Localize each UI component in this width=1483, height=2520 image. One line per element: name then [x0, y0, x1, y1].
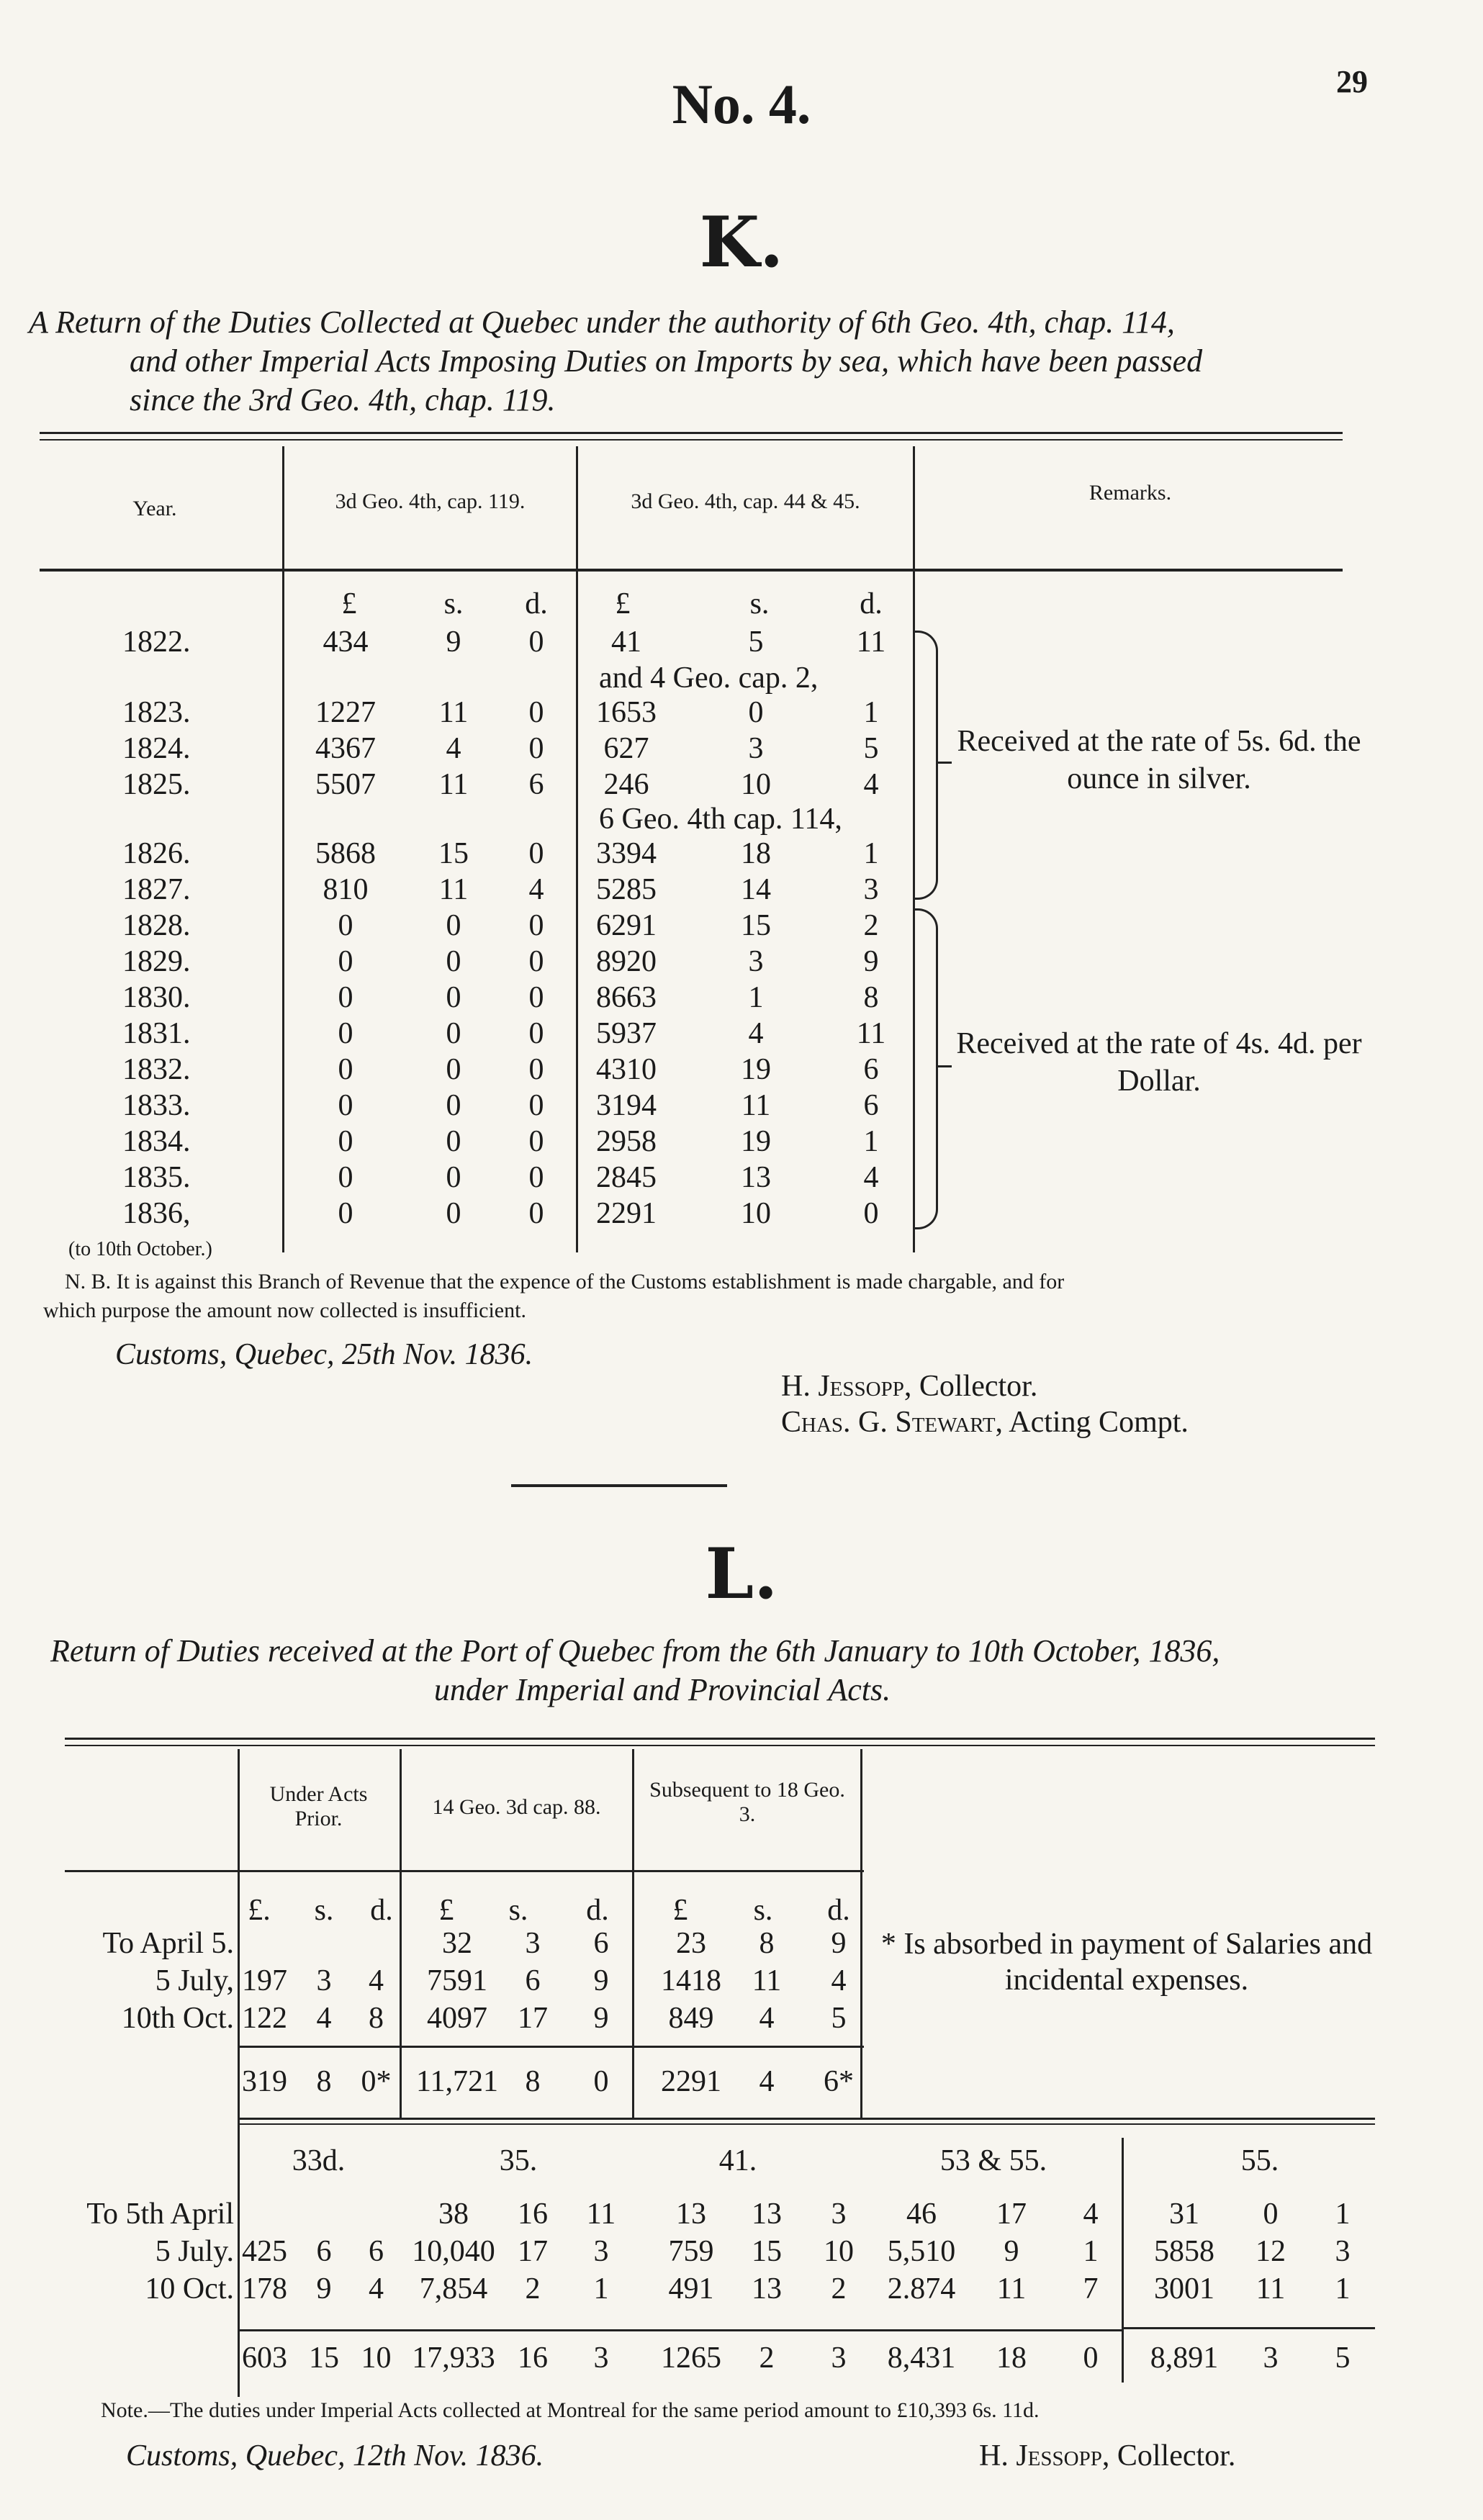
- table-l-divider-5: [1122, 2138, 1124, 2383]
- table-l-total-cell: 0: [593, 2065, 609, 2098]
- table-k-year-cell: 1826.: [122, 837, 191, 870]
- table-l-cell: 9: [316, 2272, 332, 2306]
- table-k-col2-cell: 3394: [596, 837, 657, 870]
- section-k-signature-1: [781, 1369, 1357, 1404]
- table-l-cell: 13: [676, 2198, 706, 2231]
- table-k-col1-cell: 0: [446, 909, 461, 942]
- table-l-cell: 6: [369, 2235, 384, 2268]
- section-l-sig-title: Collector.: [1117, 2439, 1236, 2472]
- table-l-col1-cell: 3: [316, 1964, 332, 1997]
- section-k-title-line2: and other Imperial Acts Imposing Duties on Imports by sea, which have been passed: [130, 343, 1203, 379]
- table-k-col1-cell: 0: [446, 1197, 461, 1230]
- table-l-col2-cell: 32: [442, 1927, 472, 1960]
- table-l-cell: 11: [996, 2272, 1027, 2306]
- table-k-year-cell: 1824.: [122, 732, 191, 765]
- table-k-year-cell: 1835.: [122, 1161, 191, 1194]
- table-k-col1-cell: 0: [338, 1161, 353, 1194]
- table-l-total-cell: 16: [518, 2341, 548, 2375]
- table-l-total-cell: 3: [831, 2341, 847, 2375]
- table-k-col1-cell: 0: [446, 1125, 461, 1158]
- table-k-unit-pence-1: d.: [525, 587, 548, 620]
- table-k-col2-cell: 3194: [596, 1089, 657, 1122]
- table-l-bottom-header: 55.: [1240, 2144, 1279, 2177]
- table-k-col2-cell: 3: [748, 945, 764, 978]
- table-k-col1-cell: 0: [446, 1053, 461, 1086]
- section-l-title-line2: under Imperial and Provincial Acts.: [433, 1672, 891, 1707]
- section-k-letter: K.: [699, 202, 784, 283]
- table-l-subtotal-rule-1: [238, 2118, 1375, 2120]
- table-l-total-cell: 603: [242, 2341, 287, 2375]
- table-k-year-note: (to 10th October.): [68, 1238, 212, 1260]
- table-k-brace-2: [914, 908, 938, 1229]
- table-l-top-rule-2: [65, 1745, 1375, 1746]
- table-k-col2-cell: 8: [863, 981, 879, 1014]
- table-k-header-year: Year.: [132, 497, 177, 520]
- table-l-col3-cell: 8: [759, 1927, 775, 1960]
- table-k-col1-cell: 5868: [315, 837, 376, 870]
- section-l-signature: [979, 2439, 1382, 2473]
- table-k-remark-1: Received at the rate of 5s. 6d. the ounce in silver.: [957, 725, 1361, 795]
- table-l-top-rule: [65, 1738, 1375, 1740]
- table-l-cell: 3001: [1154, 2272, 1214, 2306]
- section-k-sig2-name: Chas. G. Stewart,: [781, 1406, 1004, 1439]
- table-k-col1-cell: 0: [528, 1197, 544, 1230]
- table-l-cell: 178: [242, 2272, 287, 2306]
- table-l-cell: 10,040: [412, 2235, 495, 2268]
- table-l-total-cell: 3: [593, 2341, 609, 2375]
- table-k-col2-cell: 18: [741, 837, 771, 870]
- table-l-cell: 0: [1263, 2198, 1279, 2231]
- table-k-col1-cell: 6: [528, 768, 544, 801]
- table-l-unit-shilling-1: s.: [314, 1894, 334, 1927]
- table-k-col1-cell: 0: [528, 1161, 544, 1194]
- table-k-col1-cell: 0: [338, 945, 353, 978]
- table-k-col1-cell: 0: [528, 696, 544, 729]
- table-k-col2-cell: 0: [863, 1197, 879, 1230]
- table-l-cell: 9: [1004, 2235, 1019, 2268]
- table-l-cell: 5858: [1154, 2235, 1214, 2268]
- table-l-cell: 7: [1083, 2272, 1099, 2306]
- table-l-cell: 15: [752, 2235, 782, 2268]
- table-k-col2-cell: 246: [603, 768, 649, 801]
- section-k-title-line1: A Return of the Duties Collected at Quebec under the authority of 6th Geo. 4th, chap. 114,: [29, 304, 1175, 340]
- table-l-cell: 2: [831, 2272, 847, 2306]
- table-l-row-label: 10 Oct.: [145, 2272, 234, 2306]
- table-l-cell: 3: [593, 2235, 609, 2268]
- table-k-col1-cell: 0: [446, 1017, 461, 1050]
- table-l-col3-cell: 23: [676, 1927, 706, 1960]
- table-k-divider-2: [576, 446, 578, 1252]
- table-l-col3-cell: 9: [831, 1927, 847, 1960]
- table-l-unit-pence-3: d.: [827, 1894, 850, 1927]
- table-l-cell: 3: [1335, 2235, 1351, 2268]
- table-l-cell: 6: [316, 2235, 332, 2268]
- table-l-total-cell: 11,721: [416, 2065, 498, 2098]
- table-k-col2-cell: 11: [856, 626, 886, 659]
- section-separator: [511, 1484, 727, 1487]
- table-l-unit-pound-3: £: [672, 1894, 688, 1927]
- table-l-col3-cell: 4: [831, 1964, 847, 1997]
- table-k-col1-cell: 15: [438, 837, 469, 870]
- table-k-col2-cell: 4310: [596, 1053, 657, 1086]
- table-k-col1-cell: 0: [446, 1089, 461, 1122]
- table-k-col1-cell: 0: [446, 945, 461, 978]
- table-l-divider-2: [400, 1749, 402, 2119]
- table-k-col2-cell: 1: [863, 837, 879, 870]
- table-l-total-cell: 1265: [661, 2341, 721, 2375]
- table-k-brace-1-tip: [937, 762, 952, 764]
- table-k-nb-line1: N. B. It is against this Branch of Revenue that the expence of the Customs establishment is made chargable, and for: [65, 1270, 1065, 1293]
- table-k-col1-cell: 0: [338, 981, 353, 1014]
- section-k-sig1-title: Collector.: [919, 1370, 1038, 1403]
- table-l-row-label: 5 July.: [155, 2235, 234, 2268]
- table-k-brace-1: [914, 631, 938, 900]
- table-l-col2-cell: 7591: [427, 1964, 487, 1997]
- table-k-subhead-2: 6 Geo. 4th cap. 114,: [599, 803, 842, 836]
- table-k-col1-cell: 810: [323, 873, 369, 906]
- table-k-col1-cell: 434: [323, 626, 369, 659]
- table-l-total-cell: 5: [1335, 2341, 1351, 2375]
- table-k-nb-line2: which purpose the amount now collected is insufficient.: [43, 1299, 526, 1322]
- table-l-cell: 1: [1335, 2272, 1351, 2306]
- table-k-col1-cell: 0: [528, 1125, 544, 1158]
- table-k-col1-cell: 0: [338, 1017, 353, 1050]
- table-l-cell: 2: [525, 2272, 541, 2306]
- table-k-col2-cell: 1: [863, 696, 879, 729]
- table-k-year-cell: 1833.: [122, 1089, 191, 1122]
- table-k-col1-cell: 11: [438, 768, 469, 801]
- table-k-divider-1: [282, 446, 284, 1252]
- table-k-col2-cell: 13: [741, 1161, 771, 1194]
- table-k-col2-cell: 2: [863, 909, 879, 942]
- table-k-year-cell: 1828.: [122, 909, 191, 942]
- table-l-cell: 3: [831, 2198, 847, 2231]
- table-k-col2-cell: 6: [863, 1053, 879, 1086]
- table-l-col3-cell: 5: [831, 2002, 847, 2035]
- table-k-year-cell: 1831.: [122, 1017, 191, 1050]
- table-l-col1-cell: 122: [242, 2002, 287, 2035]
- table-k-col2-cell: 4: [748, 1017, 764, 1050]
- section-k-sig2-title: Acting Compt.: [1009, 1406, 1189, 1439]
- table-l-col2-cell: 9: [593, 2002, 609, 2035]
- table-l-bottom-header: 41.: [718, 2144, 757, 2177]
- table-l-col2-cell: 4097: [427, 2002, 487, 2035]
- table-k-col1-cell: 0: [528, 1089, 544, 1122]
- table-l-row-label: 10th Oct.: [121, 2002, 234, 2035]
- table-k-col2-cell: 10: [741, 768, 771, 801]
- table-k-col2-cell: 41: [611, 626, 641, 659]
- table-k-col1-cell: 0: [528, 945, 544, 978]
- table-l-row-label: 5 July,: [155, 1964, 234, 1997]
- table-k-col1-cell: 0: [446, 1161, 461, 1194]
- table-l-total-cell: 4: [759, 2065, 775, 2098]
- table-k-col2-cell: 19: [741, 1053, 771, 1086]
- section-k-signature-2: [781, 1405, 1429, 1440]
- table-l-cell: 1: [593, 2272, 609, 2306]
- table-l-total-cell: 8: [316, 2065, 332, 2098]
- table-l-total-cell: 0: [1083, 2341, 1099, 2375]
- table-k-col1-cell: 11: [438, 873, 469, 906]
- table-l-unit-shilling-2: s.: [508, 1894, 528, 1927]
- section-l-sig-name: H. Jessopp,: [979, 2439, 1110, 2472]
- table-k-col1-cell: 0: [446, 981, 461, 1014]
- section-l-note: Note.—The duties under Imperial Acts collected at Montreal for the same period amount to £10,393 6s. 11d.: [101, 2398, 1040, 2422]
- table-k-year-cell: 1829.: [122, 945, 191, 978]
- table-l-cell: 13: [752, 2198, 782, 2231]
- table-l-total-cell: 15: [309, 2341, 339, 2375]
- table-l-unit-pence-1: d.: [370, 1894, 393, 1927]
- table-k-col2-cell: 1: [748, 981, 764, 1014]
- section-l-title-line1: Return of Duties received at the Port of Quebec from the 6th January to 10th October, 1836,: [50, 1633, 1220, 1668]
- table-k-col1-cell: 0: [528, 981, 544, 1014]
- table-k-col2-cell: 10: [741, 1197, 771, 1230]
- table-k-col1-cell: 0: [528, 1053, 544, 1086]
- table-l-unit-pound-2: £: [438, 1894, 454, 1927]
- table-k-col2-cell: 2845: [596, 1161, 657, 1194]
- table-k-header-rule: [40, 569, 1343, 572]
- table-k-brace-2-tip: [937, 1065, 952, 1067]
- table-l-bottom-header: 33d.: [292, 2144, 346, 2177]
- table-k-header-col1: 3d Geo. 4th, cap. 119.: [335, 489, 526, 513]
- table-l-total-cell: 6*: [824, 2065, 854, 2098]
- table-l-total-cell: 17,933: [412, 2341, 495, 2375]
- table-k-col1-cell: 0: [528, 837, 544, 870]
- table-l-row-label: To April 5.: [102, 1927, 234, 1960]
- table-l-col2-cell: 9: [593, 1964, 609, 1997]
- table-k-col1-cell: 0: [338, 1125, 353, 1158]
- table-k-col2-cell: 6: [863, 1089, 879, 1122]
- table-l-total-rule: [238, 2329, 1122, 2331]
- table-l-cell: 10: [824, 2235, 854, 2268]
- table-l-col1-cell: 8: [369, 2002, 384, 2035]
- table-l-bottom-header: 35.: [499, 2144, 538, 2177]
- table-k-col2-cell: 4: [863, 1161, 879, 1194]
- table-l-cell: 5,510: [887, 2235, 956, 2268]
- table-l-subtotal-rule-top: [238, 2046, 864, 2048]
- table-k-unit-shilling-1: s.: [443, 587, 464, 620]
- table-l-total-cell: 8: [525, 2065, 541, 2098]
- table-k-col2-cell: 1: [863, 1125, 879, 1158]
- section-l-place-date: Customs, Quebec, 12th Nov. 1836.: [126, 2439, 544, 2472]
- table-l-cell: 12: [1256, 2235, 1286, 2268]
- table-l-col1-cell: 197: [242, 1964, 287, 1997]
- table-k-year-cell: 1825.: [122, 768, 191, 801]
- table-k-year-cell: 1822.: [122, 626, 191, 659]
- table-l-col2-cell: 6: [593, 1927, 609, 1960]
- table-k-col1-cell: 4367: [315, 732, 376, 765]
- table-l-col2-cell: 3: [525, 1927, 541, 1960]
- table-l-total-cell: 18: [996, 2341, 1027, 2375]
- table-l-col3-cell: 1418: [661, 1964, 721, 1997]
- table-l-cell: 16: [518, 2198, 548, 2231]
- table-l-col3-cell: 11: [752, 1964, 782, 1997]
- table-k-col2-cell: 5937: [596, 1017, 657, 1050]
- table-k-col2-cell: 1653: [596, 696, 657, 729]
- table-k-col1-cell: 9: [446, 626, 461, 659]
- table-l-cell: 46: [906, 2198, 937, 2231]
- table-k-col2-cell: 3: [863, 873, 879, 906]
- table-k-col2-cell: 0: [748, 696, 764, 729]
- table-l-bottom-header: 53 & 55.: [939, 2144, 1047, 2177]
- table-l-cell: 11: [586, 2198, 616, 2231]
- table-l-cell: 1: [1083, 2235, 1099, 2268]
- table-k-top-rule-2: [40, 439, 1343, 441]
- section-l-letter: L.: [705, 1533, 778, 1614]
- table-k-year-cell: 1830.: [122, 981, 191, 1014]
- table-l-cell: 7,854: [419, 2272, 488, 2306]
- table-l-cell: 31: [1169, 2198, 1199, 2231]
- table-k-col2-cell: 19: [741, 1125, 771, 1158]
- table-l-total-cell: 10: [361, 2341, 392, 2375]
- table-k-col1-cell: 0: [528, 1017, 544, 1050]
- table-k-col2-cell: 8920: [596, 945, 657, 978]
- section-k-title-line3: since the 3rd Geo. 4th, chap. 119.: [130, 382, 556, 417]
- table-l-header-col1: Under Acts Prior.: [269, 1782, 368, 1830]
- document-number: No. 4.: [672, 73, 811, 135]
- section-k-place-date: Customs, Quebec, 25th Nov. 1836.: [115, 1338, 533, 1371]
- table-k-col1-cell: 11: [438, 696, 469, 729]
- table-l-header-rule: [65, 1870, 864, 1872]
- table-k-header-remarks: Remarks.: [1088, 481, 1172, 505]
- table-l-cell: 13: [752, 2272, 782, 2306]
- table-l-remark: * Is absorbed in payment of Salaries and incidental expenses.: [880, 1928, 1373, 1997]
- table-k-col2-cell: 627: [603, 732, 649, 765]
- table-k-col1-cell: 0: [338, 1089, 353, 1122]
- table-l-row-label: To 5th April: [86, 2198, 234, 2231]
- table-k-col2-cell: 2291: [596, 1197, 657, 1230]
- table-l-total-cell: 3: [1263, 2341, 1279, 2375]
- table-l-col3-cell: 849: [668, 2002, 714, 2035]
- table-l-cell: 38: [438, 2198, 469, 2231]
- table-l-cell: 759: [668, 2235, 714, 2268]
- table-l-col1-cell: 4: [369, 1964, 384, 1997]
- table-k-col2-cell: 6291: [596, 909, 657, 942]
- table-k-col1-cell: 0: [528, 732, 544, 765]
- table-k-col2-cell: 8663: [596, 981, 657, 1014]
- table-k-col2-cell: 2958: [596, 1125, 657, 1158]
- table-l-unit-pound-1: £.: [248, 1894, 271, 1927]
- table-k-unit-shilling-2: s.: [749, 587, 770, 620]
- table-k-year-cell: 1836,: [122, 1197, 191, 1230]
- table-l-cell: 17: [996, 2198, 1027, 2231]
- table-k-col1-cell: 0: [338, 1053, 353, 1086]
- table-l-cell: 491: [668, 2272, 714, 2306]
- table-l-total-cell: 2: [759, 2341, 775, 2375]
- page-number: 29: [1336, 64, 1368, 99]
- table-k-col2-cell: 9: [863, 945, 879, 978]
- table-l-col2-cell: 6: [525, 1964, 541, 1997]
- table-l-col3-cell: 4: [759, 2002, 775, 2035]
- table-k-unit-pence-2: d.: [860, 587, 883, 620]
- table-k-year-cell: 1827.: [122, 873, 191, 906]
- table-k-col2-cell: 14: [741, 873, 771, 906]
- table-l-cell: 4: [369, 2272, 384, 2306]
- table-k-col2-cell: 11: [856, 1017, 886, 1050]
- table-k-col1-cell: 5507: [315, 768, 376, 801]
- table-k-col1-cell: 4: [446, 732, 461, 765]
- table-l-cell: 17: [518, 2235, 548, 2268]
- table-k-col1-cell: 1227: [315, 696, 376, 729]
- table-l-header-col2: 14 Geo. 3d cap. 88.: [432, 1795, 601, 1819]
- table-k-year-cell: 1832.: [122, 1053, 191, 1086]
- table-l-total-cell: 0*: [361, 2065, 392, 2098]
- table-k-unit-pound-2: £: [615, 587, 631, 620]
- table-l-unit-shilling-3: s.: [753, 1894, 773, 1927]
- table-l-col2-cell: 17: [518, 2002, 548, 2035]
- table-k-col2-cell: 11: [741, 1089, 771, 1122]
- table-l-cell: 11: [1256, 2272, 1286, 2306]
- table-k-remark-2: Received at the rate of 4s. 4d. per Dollar.: [956, 1027, 1362, 1098]
- table-k-col1-cell: 4: [528, 873, 544, 906]
- table-l-col1-cell: 4: [316, 2002, 332, 2035]
- table-l-divider-3: [632, 1749, 634, 2119]
- section-k-sig1-name: H. Jessopp,: [781, 1370, 912, 1403]
- table-l-total-cell: 2291: [661, 2065, 721, 2098]
- table-k-col2-cell: 5: [748, 626, 764, 659]
- table-k-col2-cell: 4: [863, 768, 879, 801]
- table-l-cell: 1: [1335, 2198, 1351, 2231]
- table-k-year-cell: 1834.: [122, 1125, 191, 1158]
- table-l-header-col3: Subsequent to 18 Geo. 3.: [649, 1778, 845, 1826]
- table-k-col2-cell: 5285: [596, 873, 657, 906]
- table-l-unit-pence-2: d.: [586, 1894, 609, 1927]
- table-l-cell: 425: [242, 2235, 287, 2268]
- table-k-subhead-1: and 4 Geo. cap. 2,: [599, 661, 819, 695]
- table-k-unit-pound-1: £: [341, 587, 357, 620]
- table-k-col1-cell: 0: [528, 626, 544, 659]
- table-k-col1-cell: 0: [528, 909, 544, 942]
- table-k-col1-cell: 0: [338, 1197, 353, 1230]
- table-k-top-rule: [40, 432, 1343, 434]
- table-k-col2-cell: 5: [863, 732, 879, 765]
- table-l-total-cell: 8,431: [887, 2341, 956, 2375]
- table-k-col1-cell: 0: [338, 909, 353, 942]
- table-l-total-cell: 8,891: [1150, 2341, 1219, 2375]
- table-l-cell: 4: [1083, 2198, 1099, 2231]
- table-l-total-rule-e: [1122, 2327, 1375, 2329]
- table-l-cell: 2.874: [887, 2272, 956, 2306]
- table-k-col2-cell: 3: [748, 732, 764, 765]
- table-k-header-col2: 3d Geo. 4th, cap. 44 & 45.: [631, 489, 860, 513]
- table-k-col2-cell: 15: [741, 909, 771, 942]
- table-k-year-cell: 1823.: [122, 696, 191, 729]
- table-l-total-cell: 319: [242, 2065, 287, 2098]
- table-l-subtotal-rule-2: [238, 2123, 1375, 2125]
